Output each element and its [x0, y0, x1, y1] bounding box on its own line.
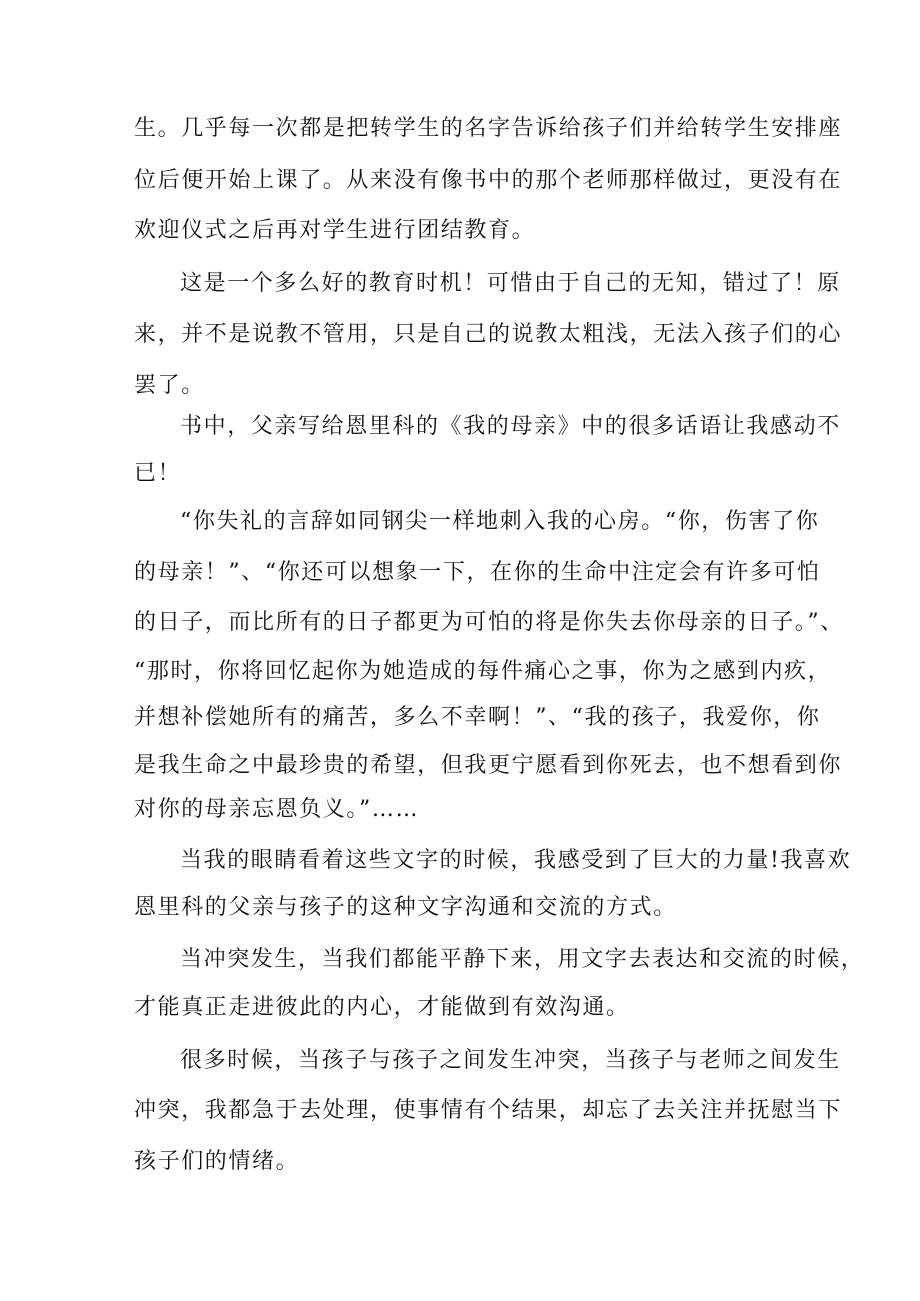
text-line: 欢迎仪式之后再对学生进行团结教育。: [134, 218, 536, 243]
text-line: 很多时候，当孩子与孩子之间发生冲突，当孩子与老师之间发生: [180, 1048, 841, 1073]
text-line: 书中，父亲写给恩里科的《我的母亲》中的很多话语让我感动不: [180, 414, 841, 439]
text-line: 是我生命之中最珍贵的希望，但我更宁愿看到你死去，也不想看到你: [134, 753, 843, 778]
text-line: 并想补偿她所有的痛苦，多么不幸啊！”、“我的孩子，我爱你，你: [134, 705, 821, 730]
text-line: 生。几乎每一次都是把转学生的名字告诉给孩子们并给转学生安排座: [134, 116, 843, 141]
text-line: 冲突，我都急于去处理，使事情有个结果，却忘了去关注并抚慰当下: [134, 1098, 843, 1123]
text-line: 的日子，而比所有的日子都更为可怕的将是你失去你母亲的日子。”、: [134, 610, 844, 635]
text-line: 来，并不是说教不管用，只是自己的说教太粗浅，无法入孩子们的心: [134, 322, 843, 347]
text-line: 当冲突发生，当我们都能平静下来，用文字去表达和交流的时候，: [180, 947, 865, 972]
text-line: 对你的母亲忘恩负义。”……: [134, 797, 420, 822]
text-line: “你失礼的言辞如同钢尖一样地刺入我的心房。“你，伤害了你: [180, 509, 820, 534]
text-line: 当我的眼睛看着这些文字的时候，我感受到了巨大的力量!我喜欢: [180, 848, 852, 873]
text-line: 孩子们的情绪。: [134, 1149, 300, 1174]
text-line: 位后便开始上课了。从来没有像书中的那个老师那样做过，更没有在: [134, 168, 843, 193]
text-line: 才能真正走进彼此的内心，才能做到有效沟通。: [134, 995, 630, 1020]
text-line: “那时，你将回忆起你为她造成的每件痛心之事，你为之感到内疚，: [134, 659, 832, 684]
text-line: 的母亲！”、“你还可以想象一下，在你的生命中注定会有许多可怕: [134, 560, 821, 585]
text-line: 这是一个多么好的教育时机！可惜由于自己的无知，错过了！原: [180, 271, 841, 296]
text-line: 恩里科的父亲与孩子的这种文字沟通和交流的方式。: [134, 895, 677, 920]
text-line: 罢了。: [134, 373, 205, 398]
text-line: 已！: [134, 461, 182, 486]
